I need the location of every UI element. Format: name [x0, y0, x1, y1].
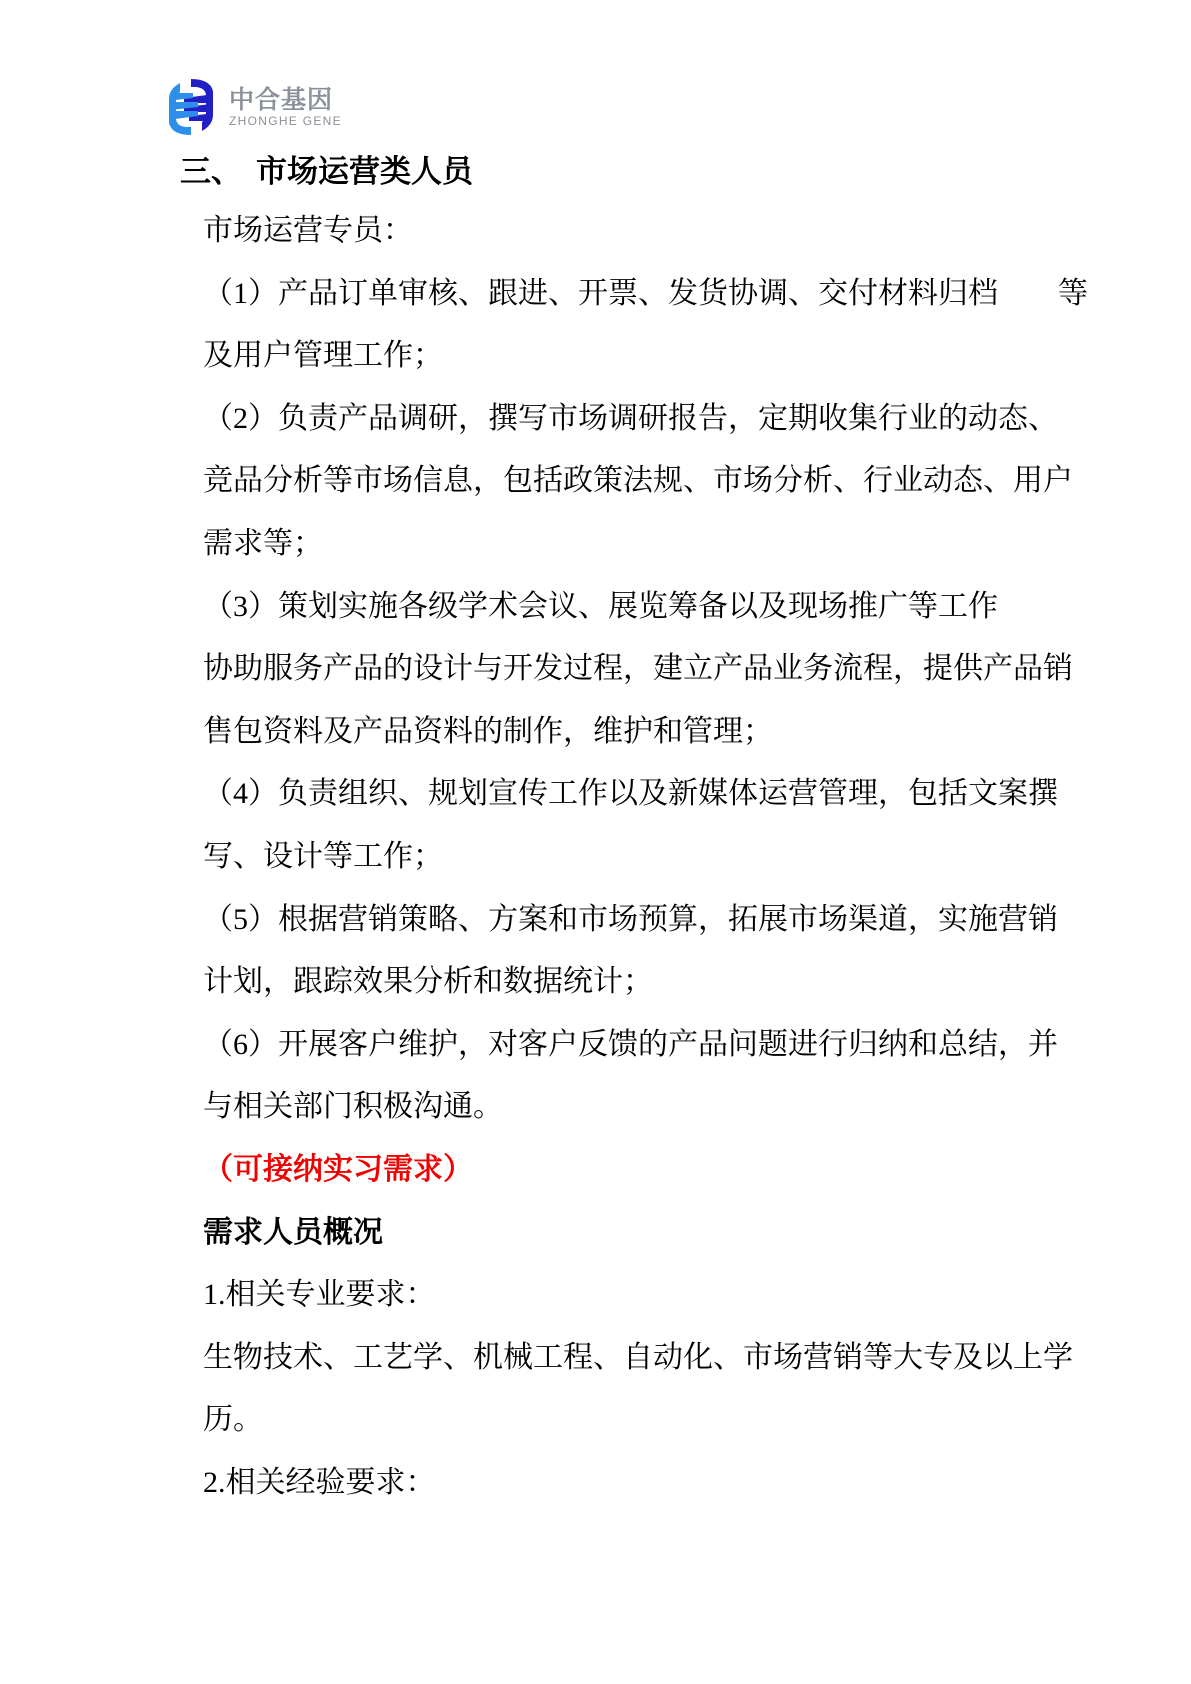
text-line: 及用户管理工作； [203, 339, 443, 373]
text-line: （6）开展客户维护，对客户反馈的产品问题进行归纳和总结，并 [203, 1027, 1058, 1061]
text-line: （可接纳实习需求） [203, 1152, 473, 1186]
text-line: 售包资料及产品资料的制作，维护和管理； [203, 714, 773, 748]
logo-text [229, 87, 342, 128]
text-line: （4）负责组织、规划宣传工作以及新媒体运营管理，包括文案撰 [203, 777, 1058, 811]
logo-company-name: 中合基因 [229, 85, 334, 114]
dna-helix-icon [166, 78, 216, 136]
text-line: （1）产品订单审核、跟进、开票、发货协调、交付材料归档 等 [203, 276, 1088, 310]
text-line: （3）策划实施各级学术会议、展览筹备以及现场推广等工作 [203, 589, 998, 623]
company-logo [166, 78, 342, 136]
text-line: 历。 [203, 1403, 263, 1437]
document-body [203, 200, 1088, 1514]
text-line: 计划，跟踪效果分析和数据统计； [203, 965, 653, 999]
section-heading [180, 146, 473, 191]
text-line: （2）负责产品调研，撰写市场调研报告，定期收集行业的动态、 [203, 401, 1058, 435]
text-line: 2.相关经验要求： [203, 1465, 436, 1499]
text-line: 与相关部门积极沟通。 [203, 1090, 503, 1124]
text-line: 市场运营专员： [203, 214, 413, 247]
text-line: 竞品分析等市场信息，包括政策法规、市场分析、行业动态、用户 [203, 464, 1073, 498]
section-title: 市场运营类人员 [256, 154, 473, 189]
text-line: 协助服务产品的设计与开发过程，建立产品业务流程，提供产品销 [203, 652, 1073, 686]
text-line: 写、设计等工作； [203, 839, 443, 873]
section-number: 三、 [180, 154, 242, 189]
text-line: 需求等； [203, 526, 323, 560]
text-line: 1.相关专业要求： [203, 1278, 436, 1312]
text-line: （5）根据营销策略、方案和市场预算，拓展市场渠道，实施营销 [203, 902, 1058, 936]
logo-company-name-en: ZHONGHE GENE [229, 113, 342, 128]
text-line: 生物技术、工艺学、机械工程、自动化、市场营销等大专及以上学 [203, 1340, 1073, 1374]
text-line: 需求人员概况 [203, 1215, 383, 1249]
